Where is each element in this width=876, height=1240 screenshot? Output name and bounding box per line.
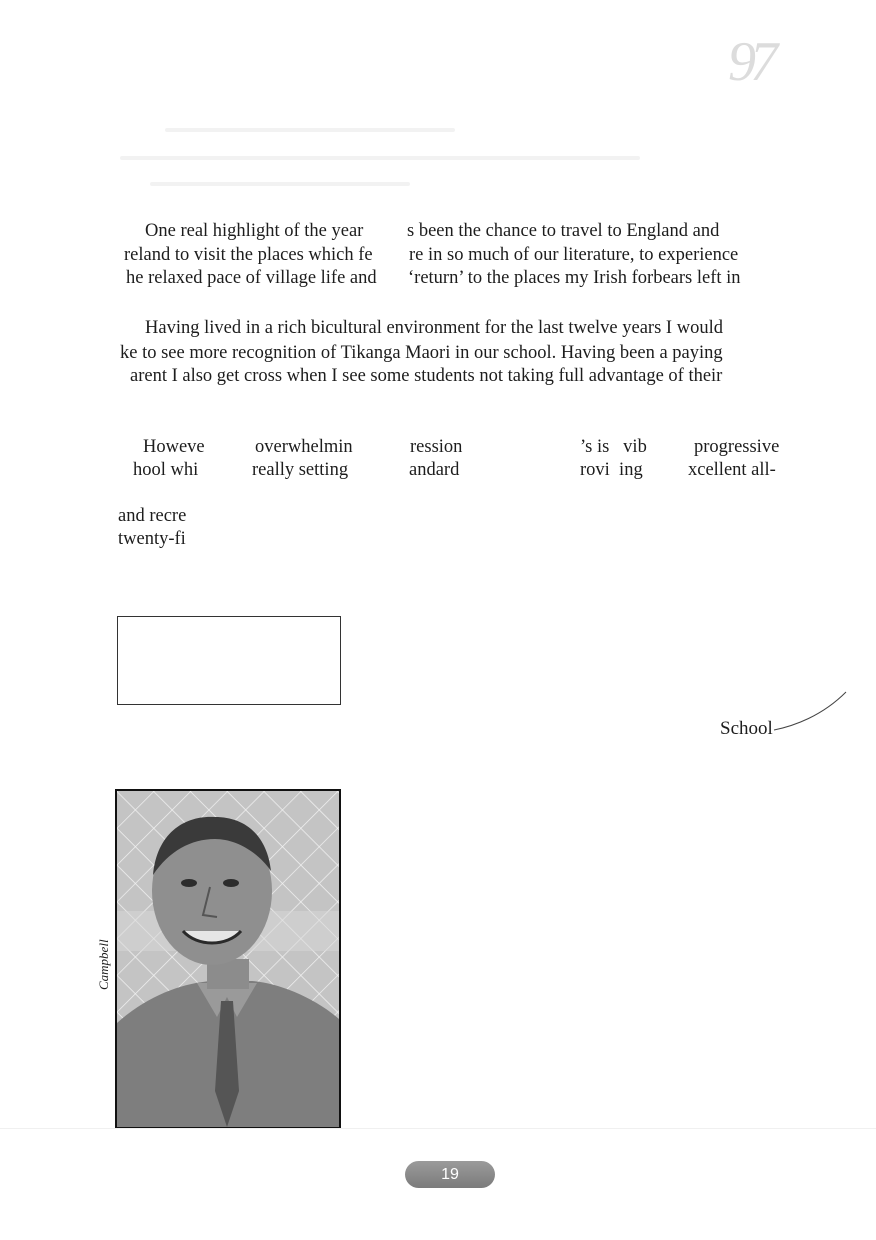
signature-flourish-icon <box>770 688 850 738</box>
faded-text-line <box>165 128 455 132</box>
text-fragment: ’s is vib <box>580 437 647 457</box>
text-fragment: andard <box>409 460 460 480</box>
text-fragment: really setting <box>252 460 349 480</box>
text-line: arent I also get cross when I see some students not taking full advantage of their <box>130 366 723 386</box>
signature-text: School <box>720 718 773 739</box>
page-number-badge: 19 <box>405 1161 495 1188</box>
text-line: reland to visit the places which fe <box>124 245 373 265</box>
photo-caption: Campbell <box>96 939 111 990</box>
text-line: ke to see more recognition of Tikanga Maori in our school. Having been a paying <box>120 343 723 363</box>
text-fragment: Howeve <box>143 437 205 457</box>
text-line: he relaxed pace of village life and <box>126 268 377 288</box>
portrait-image <box>117 791 339 1127</box>
text-fragment: progressive <box>694 437 780 457</box>
text-fragment: xcellent all- <box>688 460 776 480</box>
text-line: s been the chance to travel to England and <box>407 221 720 241</box>
text-fragment: rovi ing <box>580 460 643 480</box>
text-fragment: ression <box>410 437 463 457</box>
text-fragment: overwhelmin <box>255 437 353 457</box>
divider <box>0 1128 876 1129</box>
portrait-photo <box>115 789 341 1129</box>
text-line: ‘return’ to the places my Irish forbears left in <box>408 268 741 288</box>
text-fragment: hool whi <box>133 460 199 480</box>
faded-text-line <box>150 182 410 186</box>
text-line: Having lived in a rich bicultural environment for the last twelve years I would <box>145 318 723 338</box>
text-line: One real highlight of the year <box>145 221 364 241</box>
year-watermark: 97 <box>728 31 772 93</box>
text-fragment: twenty-fi <box>118 529 186 549</box>
text-line: re in so much of our literature, to experience <box>409 245 739 265</box>
empty-frame <box>117 616 341 705</box>
faded-text-line <box>120 156 640 160</box>
text-fragment: and recre <box>118 506 187 526</box>
